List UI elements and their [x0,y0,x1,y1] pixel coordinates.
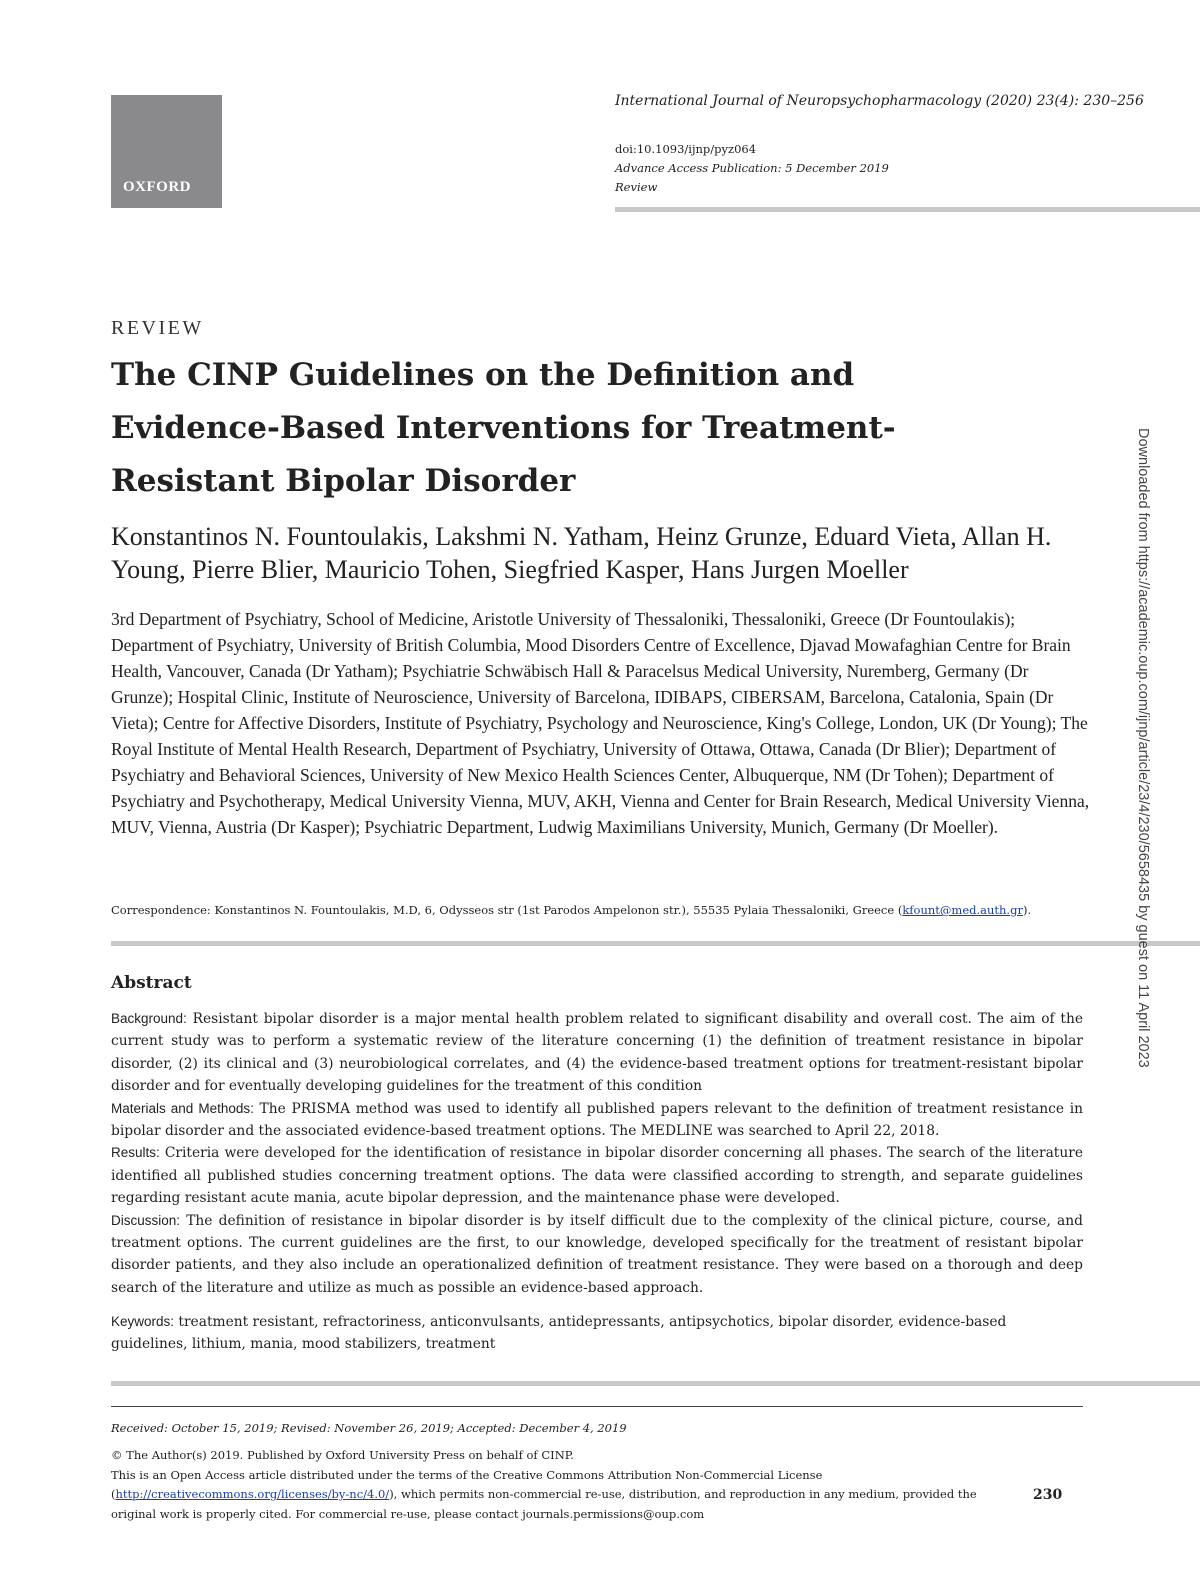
license-text [111,1466,981,1525]
author-list: Konstantinos N. Fountoulakis, Lakshmi N. Yatham, Heinz Grunze, Eduard Vieta, Allan H. Young, Pierre Blier, Mauricio Tohen, Siegfried Kasper, Hans Jurgen Moeller [111,522,1052,584]
abstract-heading: Abstract [111,973,192,993]
article-meta [615,140,889,197]
correspondence-text: Correspondence: Konstantinos N. Fountoulakis, M.D, 6, Odysseos str (1st Parodos Ampelonon str.), 55535 Pylaia Thessaloniki, Greece ( [111,903,903,917]
keywords-text: treatment resistant, refractoriness, anticonvulsants, antidepressants, antipsychotics, bipolar disorder, evidence-based guidelines, lithium, mania, mood stabilizers, treatment [111,1314,1007,1352]
article-title: The CINP Guidelines on the Definition and Evidence-Based Interventions for Treatment-Resistant Bipolar Disorder [111,357,896,499]
background-label: Background: [111,1011,187,1026]
submission-dates: Received: October 15, 2019; Revised: November 26, 2019; Accepted: December 4, 2019 [111,1421,627,1435]
affiliations: 3rd Department of Psychiatry, School of Medicine, Aristotle University of Thessaloniki, Thessaloniki, Greece (Dr Fountoulakis); Department of Psychiatry, University of British Columbia, Mood Disorders Centre of Excellence, Djavad Mowafaghian Centre for Brain Health, Vancouver, Canada (Dr Yatham); Psychiatrie Schwäbisch Hall & Paracelsus Medical University, Nuremberg, Germany (Dr Grunze); Hospital Clinic, Institute of Neuroscience, University of Barcelona, IDIBAPS, CIBERSAM, Barcelona, Catalonia, Spain (Dr Vieta); Centre for Affective Disorders, Institute of Psychiatry, Psychology and Neuroscience, King's College, London, UK (Dr Young); The Royal Institute of Mental Health Research, Department of Psychiatry, University of Ottawa, Ottawa, Canada (Dr Blier); Department of Psychiatry and Behavioral Sciences, University of New Mexico Health Sciences Center, Albuquerque, NM (Dr Tohen); Department of Psychiatry and Psychotherapy, Medical University Vienna, MUV, AKH, Vienna and Center for Brain Research, Medical University Vienna, MUV, Vienna, Austria (Dr Kasper); Psychiatric Department, Ludwig Maximilians University, Munich, Germany (Dr Moeller). [111,609,1090,837]
results-text: Criteria were developed for the identification of resistance in bipolar disorder concerning all phases. The search of the literature identified all published studies concerning treatment options. The data were classified according to strength, and separate guidelines regarding resistant acute mania, acute bipolar depression, and the maintenance phase were developed. [111,1145,1083,1207]
keywords-label: Keywords: [111,1314,175,1329]
background-text: Resistant bipolar disorder is a major mental health problem related to significant disability and overall cost. The aim of the current study was to perform a systematic review of the literature concerning (1) the definition of treatment resistance in bipolar disorder, (2) its clinical and (3) neurobiological correlates, and (4) the evidence-based treatment options for treatment-resistant bipolar disorder and for eventually developing guidelines for the treatment of this condition [111,1011,1083,1095]
doi[interactable]: doi:10.1093/ijnp/pyz064 [615,142,757,156]
article-type: Review [615,180,658,194]
license-prefix: This is an Open Access article distributed under the terms of the Creative Commons Attribution Non-Commercial License ( [111,1467,823,1501]
abstract-top-divider [111,941,1200,946]
correspondence [111,903,1111,917]
journal-citation: International Journal of Neuropsychopharmacology (2020) 23(4): 230–256 [615,93,1144,109]
methods-text: The PRISMA method was used to identify all published papers relevant to the definition of treatment resistance in bipolar disorder and the associated evidence-based treatment options. The MEDLINE was searched to April 22, 2018. [111,1100,1083,1140]
section-label: REVIEW [111,317,204,339]
page-number: 230 [1033,1487,1063,1503]
results-label: Results: [111,1145,160,1161]
correspondence-suffix: ). [1022,903,1032,917]
download-notice: Downloaded from https://academic.oup.com/ijnp/article/23/4/230/5658435 by guest on 11 April 2023 [1135,428,1151,1068]
methods-label: Materials and Methods: [111,1100,254,1116]
advance-access: Advance Access Publication: 5 December 2019 [615,161,889,175]
header-divider [615,207,1200,212]
abstract-bottom-divider [111,1381,1200,1386]
correspondence-email-link[interactable]: kfount@med.auth.gr [902,903,1023,917]
license-block [111,1446,981,1524]
oxford-logo [111,95,222,208]
license-suffix: ), which permits non-commercial re-use, distribution, and reproduction in any medium, provided the original work is properly cited. For commercial re-use, please contact journals.permissions@oup.com [111,1487,977,1521]
copyright: © The Author(s) 2019. Published by Oxford University Press on behalf of CINP. [111,1448,574,1462]
logo-text: OXFORD [123,179,191,195]
discussion-text: The definition of resistance in bipolar disorder is by itself difficult due to the complexity of the clinical picture, course, and treatment options. The current guidelines are the first, to our knowledge, developed specifically for the treatment of resistant bipolar disorder patients, and they also include an operationalized definition of treatment resistance. They were based on a thorough and deep search of the literature and utilize as much as possible an evidence-based approach. [111,1212,1083,1296]
footer-rule [111,1406,1083,1407]
abstract-body [111,1008,1083,1299]
discussion-label: Discussion: [111,1212,181,1228]
license-link[interactable]: http://creativecommons.org/licenses/by-nc/4.0/ [115,1487,390,1501]
keywords [111,1311,1083,1355]
